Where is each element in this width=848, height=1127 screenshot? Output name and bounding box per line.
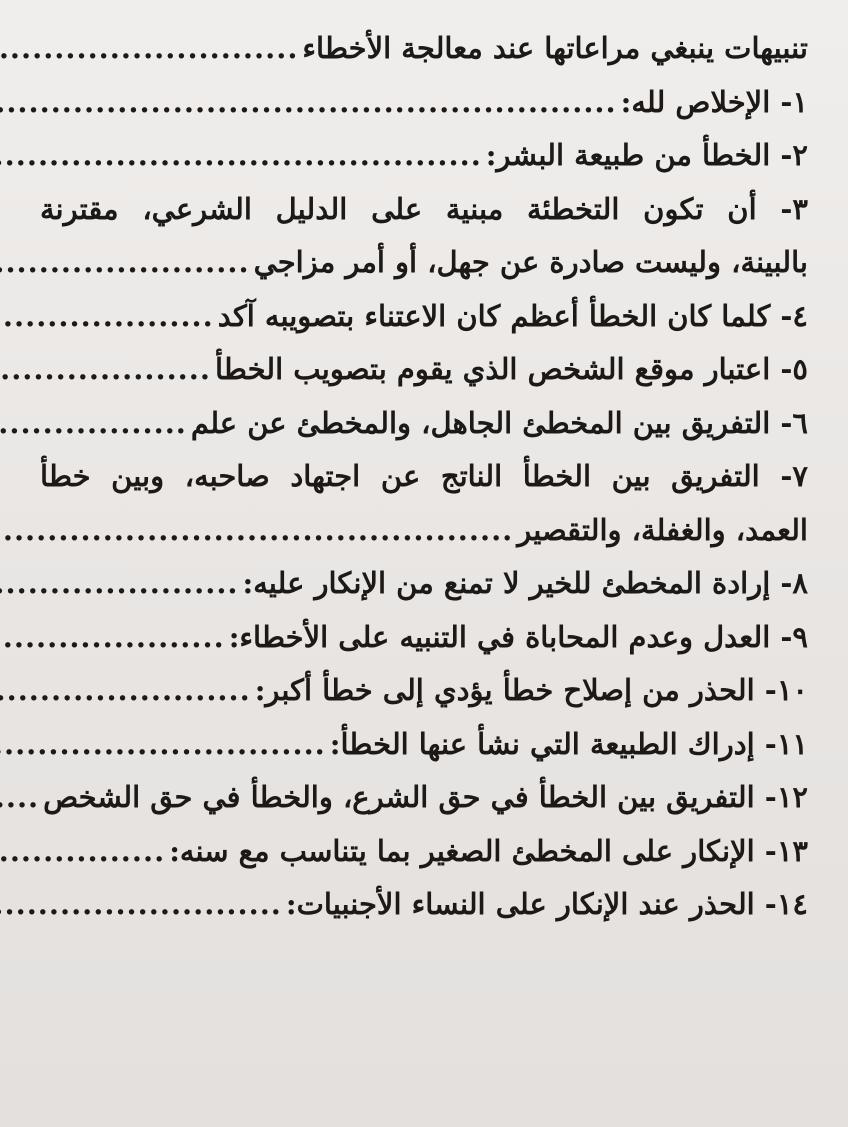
leader-dots xyxy=(0,878,282,932)
toc-entry-title: ١٤- الحذر عند الإنكار على النساء الأجنبيات: xyxy=(285,887,808,921)
toc-entry-title: ٥- اعتبار موقع الشخص الذي يقوم بتصويب الخطأ xyxy=(214,352,808,386)
leader-dots xyxy=(0,129,482,183)
leader-dots xyxy=(0,76,617,130)
toc-entry-title: ٢- الخطأ من طبيعة البشر: xyxy=(485,138,808,172)
toc-entry-title-continued: بالبينة، وليست صادرة عن جهل، أو أمر مزاجي xyxy=(253,245,808,279)
leader-dots xyxy=(0,771,39,825)
toc-entry-title: ٨- إرادة المخطئ للخير لا تمنع من الإنكار عليه: xyxy=(242,566,808,600)
toc-entry-title: ٩- العدل وعدم المحاباة في التنبيه على الأخطاء: xyxy=(228,619,808,654)
toc-entry xyxy=(40,450,808,504)
toc-entry-title: ١٠- الحذر من إصلاح خطأ يؤدي إلى خطأ أكبر: xyxy=(254,673,808,707)
toc-entry xyxy=(40,397,808,451)
leader-dots xyxy=(0,557,239,611)
leader-dots xyxy=(0,611,225,665)
toc-entry-title: ٦- التفريق بين المخطئ الجاهل، والمخطئ عن علم xyxy=(190,405,808,440)
toc-entry-title: ١- الإخلاص لله: xyxy=(620,84,808,119)
toc-entry-title: ١٢- التفريق بين الخطأ في حق الشرع، والخطأ في حق الشخص xyxy=(43,780,808,814)
toc-entry xyxy=(40,129,808,183)
leader-dots xyxy=(0,504,513,558)
leader-dots xyxy=(0,397,187,451)
toc-entry xyxy=(40,771,808,825)
toc-entry-title: ٤- كلما كان الخطأ أعظم كان الاعتناء بتصويبه آكد xyxy=(217,298,808,333)
leader-dots xyxy=(0,664,251,718)
table-of-contents xyxy=(40,22,808,932)
toc-entry-continuation xyxy=(40,236,808,290)
leader-dots xyxy=(0,290,214,344)
toc-entry xyxy=(40,290,808,344)
toc-entry xyxy=(40,825,808,879)
toc-entry xyxy=(40,664,808,718)
toc-entry-title: ٧- التفريق بين الخطأ الناتج عن اجتهاد صاحبه، وبين خطأ xyxy=(40,459,808,493)
leader-dots xyxy=(0,718,326,772)
toc-entry xyxy=(40,22,808,76)
toc-entry xyxy=(40,878,808,932)
leader-dots xyxy=(0,343,211,397)
toc-entry-title: ١١- إدراك الطبيعة التي نشأ عنها الخطأ: xyxy=(329,726,808,761)
toc-entry-title: ١٣- الإنكار على المخطئ الصغير بما يتناسب مع سنه: xyxy=(169,833,808,868)
toc-entry-title-continued: العمد، والغفلة، والتقصير xyxy=(517,512,808,547)
toc-entry xyxy=(40,557,808,611)
leader-dots xyxy=(0,825,165,879)
toc-entry-continuation xyxy=(40,504,808,558)
toc-entry xyxy=(40,718,808,772)
leader-dots xyxy=(0,236,250,290)
toc-entry xyxy=(40,611,808,665)
toc-entry-title: تنبيهات ينبغي مراعاتها عند معالجة الأخطاء xyxy=(302,31,808,65)
toc-entry xyxy=(40,343,808,397)
leader-dots xyxy=(0,22,298,76)
toc-entry xyxy=(40,76,808,130)
toc-entry xyxy=(40,183,808,237)
toc-entry-title: ٣- أن تكون التخطئة مبنية على الدليل الشرعي، مقترنة xyxy=(40,191,808,226)
